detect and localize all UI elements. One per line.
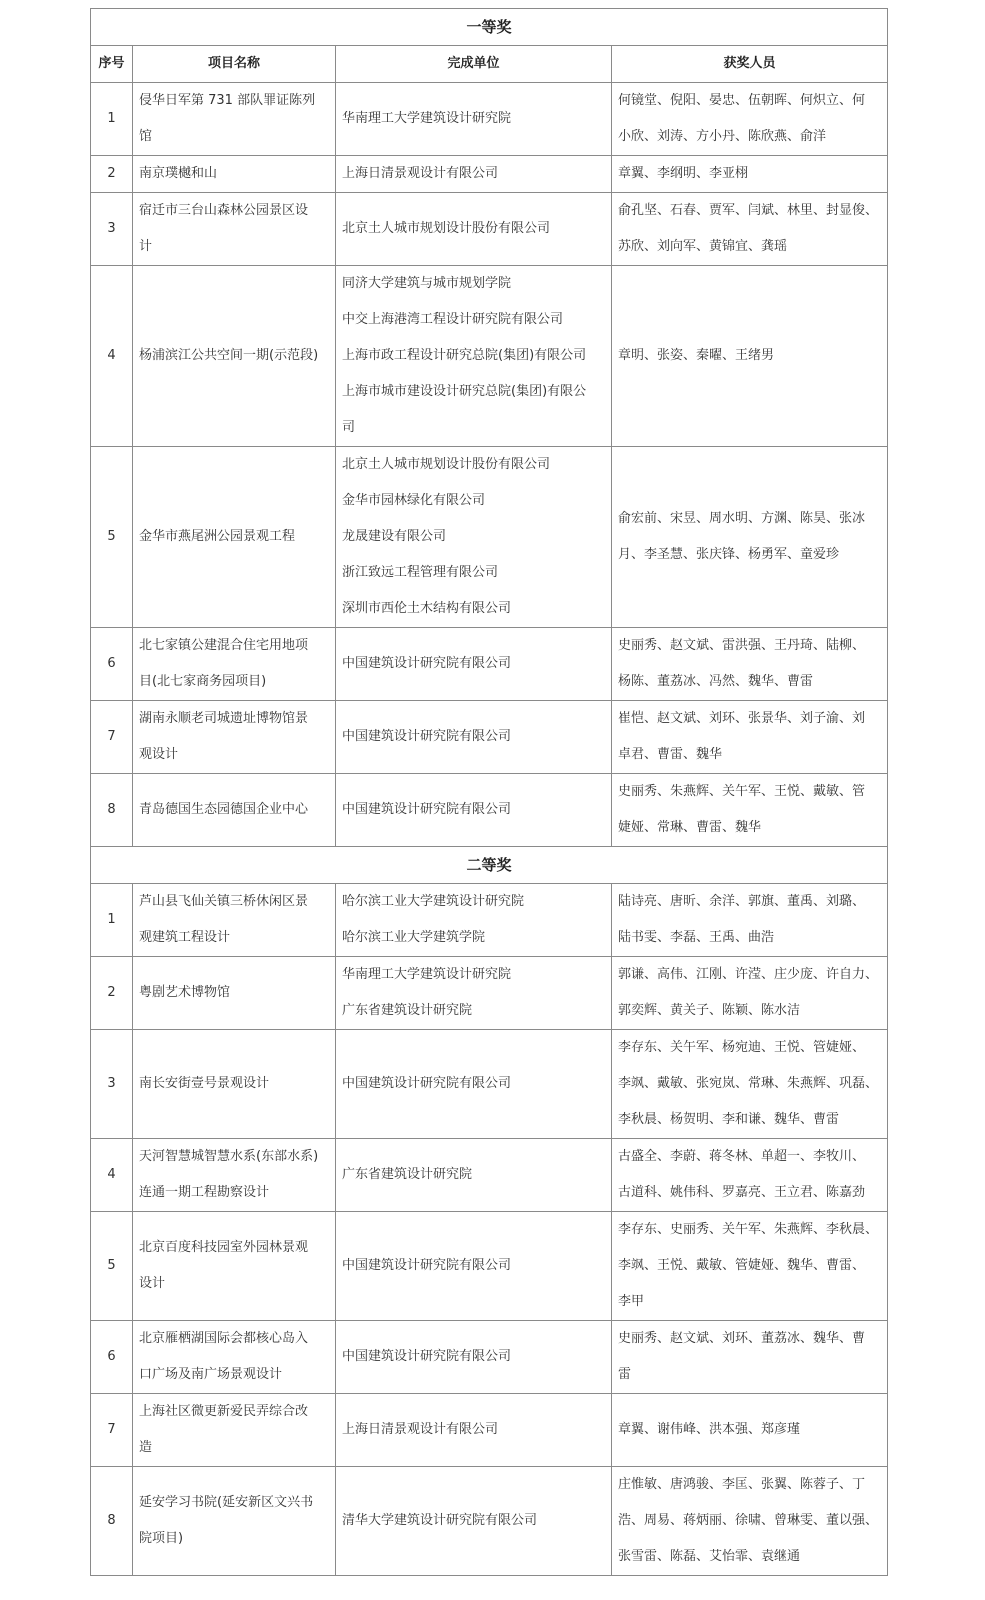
people-cell [612, 156, 888, 193]
project-name-line: 口广场及南广场景观设计 [139, 1367, 283, 1382]
people-cell [612, 1321, 888, 1394]
people-cell [612, 1030, 888, 1139]
units-cell [336, 1321, 612, 1394]
project-name-line: 北七家镇公建混合住宅用地项 [139, 638, 309, 653]
project-name-line: 南京璞樾和山 [139, 166, 218, 181]
people-line: 卓君、曹雷、魏华 [618, 747, 723, 762]
people-line: 李存东、关午军、杨宛迪、王悦、管婕娅、 [618, 1040, 866, 1055]
row-number: 7 [91, 701, 133, 774]
unit-line: 北京土人城市规划设计股份有限公司 [342, 221, 551, 236]
unit-line: 同济大学建筑与城市规划学院 [342, 276, 512, 291]
table-row [91, 957, 888, 1030]
project-name-line: 金华市燕尾洲公园景观工程 [139, 529, 296, 544]
people-cell [612, 266, 888, 447]
unit-line: 华南理工大学建筑设计研究院 [342, 111, 512, 126]
units-cell [336, 628, 612, 701]
people-line: 浩、周易、蒋炳丽、徐啸、曾琳雯、董以强、 [618, 1513, 879, 1528]
people-line: 俞宏前、宋昱、周水明、方渊、陈昊、张冰 [618, 511, 866, 526]
table-row [91, 1212, 888, 1321]
row-number: 8 [91, 774, 133, 847]
units-cell [336, 1394, 612, 1467]
project-name-line: 宿迁市三台山森林公园景区设 [139, 203, 309, 218]
unit-line: 上海日清景观设计有限公司 [342, 166, 499, 181]
row-number: 6 [91, 1321, 133, 1394]
unit-line: 上海市城市建设设计研究总院(集团)有限公 [342, 384, 587, 399]
project-name-cell [133, 1030, 336, 1139]
people-cell [612, 1139, 888, 1212]
row-number: 3 [91, 193, 133, 266]
table-row [91, 1394, 888, 1467]
project-name-cell [133, 1467, 336, 1576]
table-row [91, 1467, 888, 1576]
project-name-line: 观建筑工程设计 [139, 930, 231, 945]
project-name-line: 杨浦滨江公共空间一期(示范段) [139, 348, 319, 363]
people-line: 古盛全、李蔚、蒋冬林、单超一、李牧川、 [618, 1149, 866, 1164]
units-cell [336, 447, 612, 628]
row-number: 7 [91, 1394, 133, 1467]
project-name-line: 粤剧艺术博物馆 [139, 985, 231, 1000]
project-name-cell [133, 774, 336, 847]
people-cell [612, 1394, 888, 1467]
people-line: 何镜堂、倪阳、晏忠、伍朝晖、何炽立、何 [618, 93, 866, 108]
table-row [91, 774, 888, 847]
project-name-line: 北京百度科技园室外园林景观 [139, 1240, 309, 1255]
people-line: 陆诗亮、唐昕、余洋、郭旗、董禹、刘璐、 [618, 894, 866, 909]
table-row [91, 156, 888, 193]
project-name-line: 连通一期工程勘察设计 [139, 1185, 270, 1200]
units-cell [336, 1212, 612, 1321]
row-number: 3 [91, 1030, 133, 1139]
people-cell [612, 701, 888, 774]
table-row [91, 266, 888, 447]
project-name-line: 北京雁栖湖国际会都核心岛入 [139, 1331, 309, 1346]
people-line: 郭谦、高伟、江刚、许滢、庄少庞、许自力、 [618, 967, 879, 982]
people-line: 张雪雷、陈磊、艾怡霏、袁继通 [618, 1549, 801, 1564]
people-line: 李飒、王悦、戴敏、管婕娅、魏华、曹雷、 [618, 1258, 866, 1273]
unit-line: 中国建筑设计研究院有限公司 [342, 1076, 512, 1091]
table-row [91, 447, 888, 628]
people-cell [612, 1467, 888, 1576]
people-line: 俞孔坚、石春、贾军、闫斌、林里、封显俊、 [618, 203, 879, 218]
unit-line: 中交上海港湾工程设计研究院有限公司 [342, 312, 564, 327]
people-line: 李飒、戴敏、张宛岚、常琳、朱燕辉、巩磊、 [618, 1076, 879, 1091]
section-title-row [91, 847, 888, 884]
row-number: 6 [91, 628, 133, 701]
people-line: 章翼、谢伟峰、洪本强、郑彦瑾 [618, 1422, 801, 1437]
table-row [91, 1030, 888, 1139]
unit-line: 龙晟建设有限公司 [342, 529, 447, 544]
people-line: 史丽秀、赵文斌、刘环、董荔冰、魏华、曹 [618, 1331, 866, 1346]
people-line: 庄惟敏、唐鸿骏、李匡、张翼、陈蓉子、丁 [618, 1477, 866, 1492]
people-line: 古道科、姚伟科、罗嘉亮、王立君、陈嘉劲 [618, 1185, 866, 1200]
people-line: 月、李圣慧、张庆锋、杨勇军、童爱珍 [618, 547, 840, 562]
unit-line: 广东省建筑设计研究院 [342, 1167, 473, 1182]
unit-line: 清华大学建筑设计研究院有限公司 [342, 1513, 538, 1528]
table-body [91, 9, 888, 1576]
people-line: 雷 [618, 1367, 632, 1382]
section-title: 二等奖 [91, 847, 888, 884]
project-name-line: 侵华日军第 731 部队罪证陈列 [139, 93, 316, 108]
units-cell [336, 884, 612, 957]
project-name-cell [133, 701, 336, 774]
section-title: 一等奖 [91, 9, 888, 46]
unit-line: 中国建筑设计研究院有限公司 [342, 802, 512, 817]
row-number: 4 [91, 266, 133, 447]
project-name-cell [133, 628, 336, 701]
table-row [91, 701, 888, 774]
people-line: 李秋晨、杨贺明、李和谦、魏华、曹雷 [618, 1112, 840, 1127]
project-name-line: 延安学习书院(延安新区文兴书 [139, 1495, 314, 1510]
project-name-line: 天河智慧城智慧水系(东部水系) [139, 1149, 319, 1164]
unit-line: 哈尔滨工业大学建筑设计研究院 [342, 894, 525, 909]
project-name-line: 目(北七家商务园项目) [139, 674, 267, 689]
people-cell [612, 193, 888, 266]
header-project: 项目名称 [133, 46, 336, 83]
unit-line: 广东省建筑设计研究院 [342, 1003, 473, 1018]
people-line: 章翼、李纲明、李亚栩 [618, 166, 749, 181]
table-row [91, 1321, 888, 1394]
units-cell [336, 1467, 612, 1576]
project-name-cell [133, 1321, 336, 1394]
unit-line: 上海日清景观设计有限公司 [342, 1422, 499, 1437]
project-name-line: 青岛德国生态园德国企业中心 [139, 802, 309, 817]
unit-line: 中国建筑设计研究院有限公司 [342, 1258, 512, 1273]
people-line: 杨陈、董荔冰、冯然、魏华、曹雷 [618, 674, 814, 689]
unit-line: 华南理工大学建筑设计研究院 [342, 967, 512, 982]
unit-line: 司 [342, 420, 356, 435]
people-cell [612, 1212, 888, 1321]
project-name-cell [133, 193, 336, 266]
row-number: 5 [91, 447, 133, 628]
unit-line: 浙江致远工程管理有限公司 [342, 565, 499, 580]
project-name-line: 芦山县飞仙关镇三桥休闲区景 [139, 894, 309, 909]
unit-line: 深圳市西伦土木结构有限公司 [342, 601, 512, 616]
people-line: 章明、张姿、秦曜、王绪男 [618, 348, 775, 363]
project-name-cell [133, 1139, 336, 1212]
units-cell [336, 774, 612, 847]
section-title-row [91, 9, 888, 46]
units-cell [336, 957, 612, 1030]
people-cell [612, 628, 888, 701]
units-cell [336, 193, 612, 266]
project-name-line: 观设计 [139, 747, 179, 762]
award-table [90, 8, 888, 1576]
project-name-line: 计 [139, 239, 153, 254]
project-name-line: 上海社区微更新爱民弄综合改 [139, 1404, 309, 1419]
project-name-cell [133, 957, 336, 1030]
units-cell [336, 266, 612, 447]
project-name-cell [133, 156, 336, 193]
table-row [91, 628, 888, 701]
project-name-cell [133, 1212, 336, 1321]
project-name-cell [133, 1394, 336, 1467]
project-name-line: 湖南永顺老司城遗址博物馆景 [139, 711, 309, 726]
people-line: 陆书雯、李磊、王禹、曲浩 [618, 930, 775, 945]
people-cell [612, 83, 888, 156]
header-row [91, 46, 888, 83]
people-line: 小欣、刘涛、方小丹、陈欣燕、俞洋 [618, 129, 827, 144]
unit-line: 中国建筑设计研究院有限公司 [342, 1349, 512, 1364]
table-row [91, 193, 888, 266]
people-line: 婕娅、常琳、曹雷、魏华 [618, 820, 762, 835]
row-number: 1 [91, 83, 133, 156]
unit-line: 中国建筑设计研究院有限公司 [342, 729, 512, 744]
people-cell [612, 957, 888, 1030]
row-number: 5 [91, 1212, 133, 1321]
project-name-line: 馆 [139, 129, 153, 144]
people-cell [612, 774, 888, 847]
header-no: 序号 [91, 46, 133, 83]
unit-line: 北京土人城市规划设计股份有限公司 [342, 457, 551, 472]
people-line: 李存东、史丽秀、关午军、朱燕辉、李秋晨、 [618, 1222, 879, 1237]
people-cell [612, 884, 888, 957]
people-cell [612, 447, 888, 628]
table-row [91, 1139, 888, 1212]
project-name-line: 设计 [139, 1276, 166, 1291]
project-name-line: 造 [139, 1440, 153, 1455]
table-row [91, 83, 888, 156]
units-cell [336, 1030, 612, 1139]
people-line: 崔恺、赵文斌、刘环、张景华、刘子渝、刘 [618, 711, 866, 726]
people-line: 史丽秀、赵文斌、雷洪强、王丹琦、陆柳、 [618, 638, 866, 653]
units-cell [336, 1139, 612, 1212]
people-line: 史丽秀、朱燕辉、关午军、王悦、戴敏、管 [618, 784, 866, 799]
project-name-line: 南长安街壹号景观设计 [139, 1076, 270, 1091]
people-line: 李甲 [618, 1294, 645, 1309]
project-name-line: 院项目) [139, 1531, 184, 1546]
units-cell [336, 701, 612, 774]
row-number: 1 [91, 884, 133, 957]
project-name-cell [133, 447, 336, 628]
project-name-cell [133, 266, 336, 447]
row-number: 2 [91, 957, 133, 1030]
units-cell [336, 156, 612, 193]
units-cell [336, 83, 612, 156]
unit-line: 哈尔滨工业大学建筑学院 [342, 930, 486, 945]
project-name-cell [133, 884, 336, 957]
unit-line: 金华市园林绿化有限公司 [342, 493, 486, 508]
header-people: 获奖人员 [612, 46, 888, 83]
header-units: 完成单位 [336, 46, 612, 83]
people-line: 郭奕辉、黄关子、陈颖、陈水洁 [618, 1003, 801, 1018]
row-number: 8 [91, 1467, 133, 1576]
row-number: 2 [91, 156, 133, 193]
table-row [91, 884, 888, 957]
row-number: 4 [91, 1139, 133, 1212]
unit-line: 中国建筑设计研究院有限公司 [342, 656, 512, 671]
people-line: 苏欣、刘向军、黄锦宜、龚瑶 [618, 239, 788, 254]
unit-line: 上海市政工程设计研究总院(集团)有限公司 [342, 348, 587, 363]
project-name-cell [133, 83, 336, 156]
